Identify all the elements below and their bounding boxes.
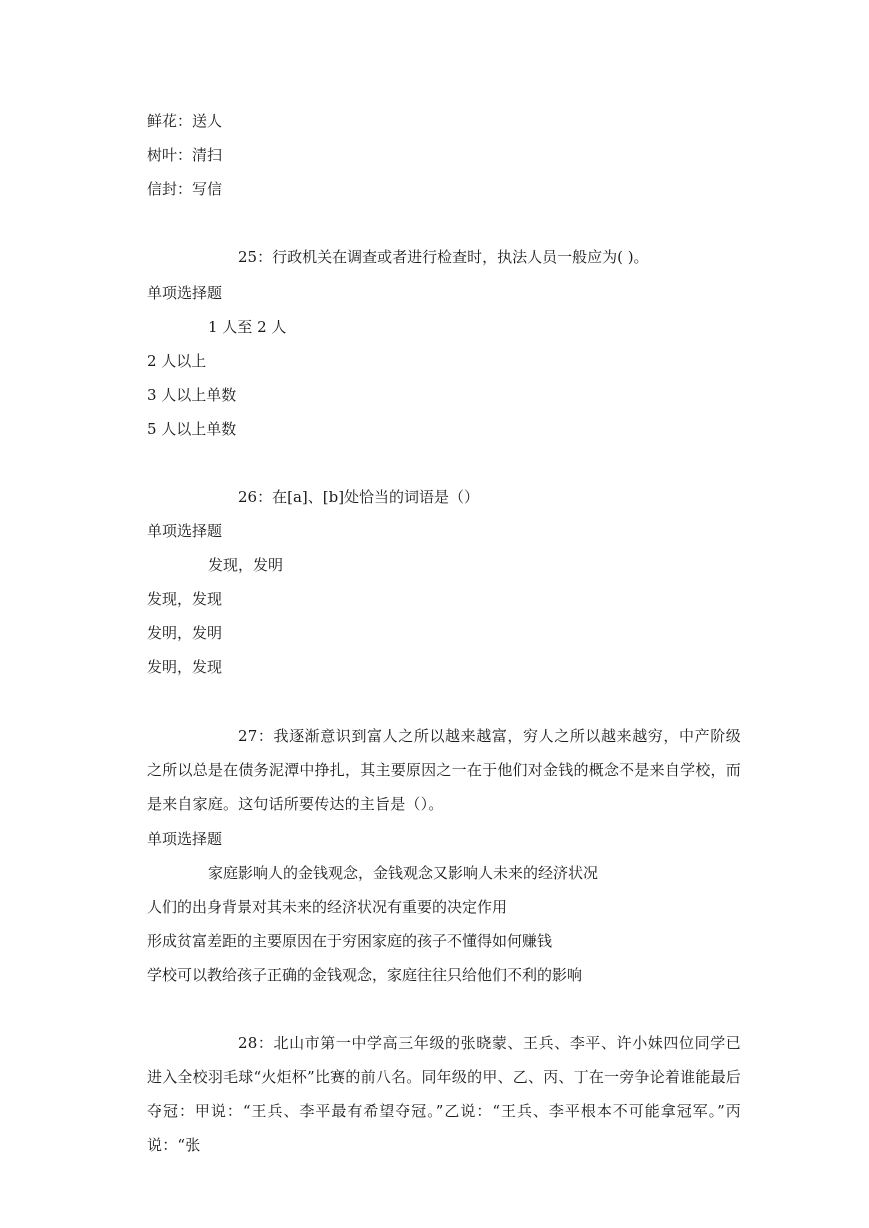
q25-option-3: 3 人以上单数 (147, 386, 237, 404)
q26-option-2: 发现，发现 (147, 590, 223, 608)
q27-option-1: 家庭影响人的金钱观念，金钱观念又影响人未来的经济状况 (208, 864, 599, 882)
q25-option-2: 2 人以上 (147, 352, 207, 370)
q26-stem: 26：在[a]、[b]处恰当的词语是（） (238, 488, 480, 506)
q25-option-1: 1 人至 2 人 (208, 318, 287, 336)
prev-option-2: 树叶：清扫 (147, 146, 223, 164)
q25-stem: 25：行政机关在调查或者进行检查时，执法人员一般应为( )。 (238, 248, 649, 266)
q26-type: 单项选择题 (147, 522, 223, 540)
q28-stem: 28：北山市第一中学高三年级的张晓蒙、王兵、李平、许小妹四位同学已进入全校羽毛球“火炬杯”比赛的前八名。同年级的甲、乙、丙、丁在一旁争论着谁能最后夺冠：甲说：“王兵、李平最有希望夺冠。”乙说：“王兵、李平根本不可能拿冠军。”丙说：“张 (147, 1034, 741, 1154)
q25-option-4: 5 人以上单数 (147, 420, 237, 438)
q26-option-4: 发明，发现 (147, 658, 223, 676)
q27-stem: 27：我逐渐意识到富人之所以越来越富，穷人之所以越来越穷，中产阶级之所以总是在债务泥潭中挣扎，其主要原因之一在于他们对金钱的概念不是来自学校，而是来自家庭。这句话所要传达的主旨是（）。 (147, 727, 741, 813)
q27-option-2: 人们的出身背景对其未来的经济状况有重要的决定作用 (147, 898, 508, 916)
q27-type: 单项选择题 (147, 830, 223, 848)
q26-option-1: 发现，发明 (208, 556, 284, 574)
prev-option-1: 鲜花：送人 (147, 112, 223, 130)
q27-option-3: 形成贫富差距的主要原因在于穷困家庭的孩子不懂得如何赚钱 (147, 932, 553, 950)
prev-option-3: 信封：写信 (147, 180, 223, 198)
q25-type: 单项选择题 (147, 284, 223, 302)
q27-option-4: 学校可以教给孩子正确的金钱观念，家庭往往只给他们不利的影响 (147, 966, 583, 984)
q26-option-3: 发明，发明 (147, 624, 223, 642)
